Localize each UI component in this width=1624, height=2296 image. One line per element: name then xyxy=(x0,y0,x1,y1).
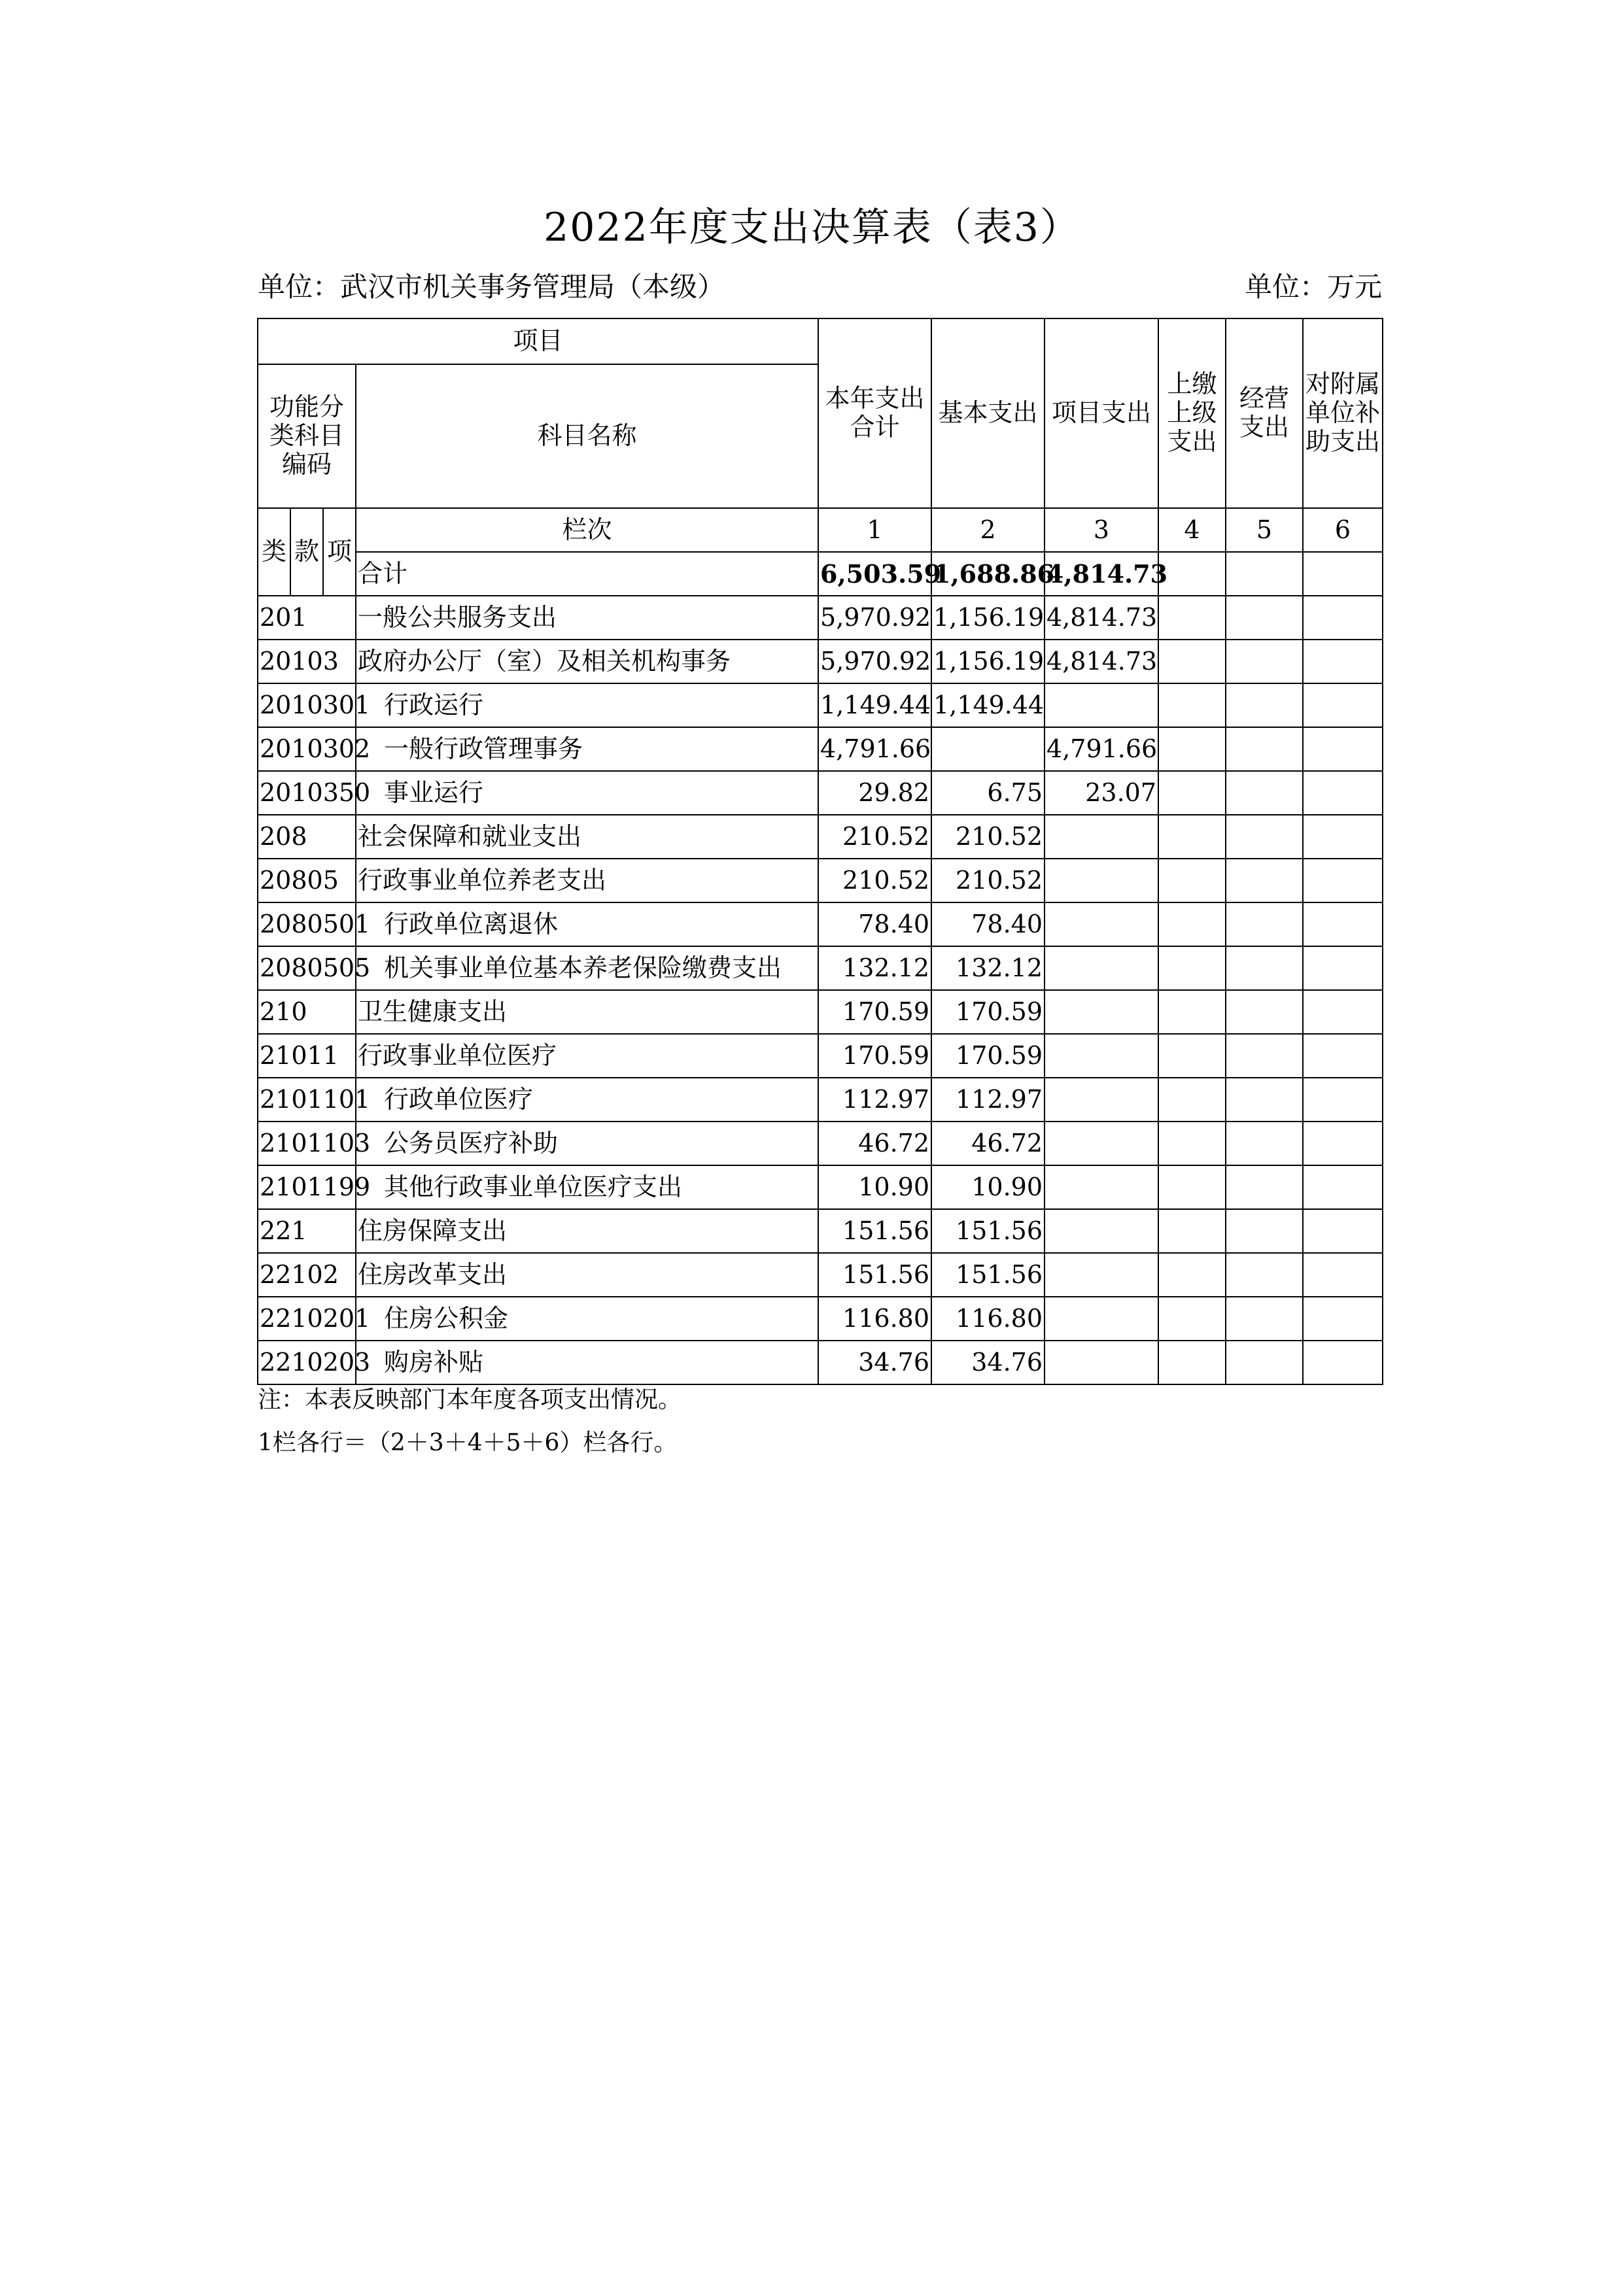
row-c5 xyxy=(1226,771,1303,815)
row-name: 政府办公厅（室）及相关机构事务 xyxy=(356,640,818,683)
row-name: 行政事业单位养老支出 xyxy=(356,859,818,902)
total-c1: 6,503.59 xyxy=(818,552,931,596)
row-name: 卫生健康支出 xyxy=(356,990,818,1034)
row-code: 2101199 xyxy=(258,1165,356,1209)
row-c2: 170.59 xyxy=(931,990,1045,1034)
row-name: 行政单位医疗 xyxy=(356,1078,818,1122)
row-c3 xyxy=(1045,1078,1158,1122)
row-c3 xyxy=(1045,1122,1158,1165)
row-c1: 170.59 xyxy=(818,990,931,1034)
row-c5 xyxy=(1226,640,1303,683)
row-name: 社会保障和就业支出 xyxy=(356,815,818,859)
row-c5 xyxy=(1226,727,1303,771)
row-c6 xyxy=(1303,1078,1383,1122)
row-c1: 5,970.92 xyxy=(818,640,931,683)
row-code: 20805 xyxy=(258,859,356,902)
header-col6: 对附属单位补助支出 xyxy=(1303,318,1383,508)
table-row xyxy=(258,1034,1383,1078)
row-c3 xyxy=(1045,946,1158,990)
row-c4 xyxy=(1158,727,1226,771)
row-c2: 112.97 xyxy=(931,1078,1045,1122)
header-subject-name: 科目名称 xyxy=(356,364,818,508)
row-c5 xyxy=(1226,683,1303,727)
header-col2: 基本支出 xyxy=(931,318,1045,508)
row-c2: 170.59 xyxy=(931,1034,1045,1078)
table-row xyxy=(258,1253,1383,1297)
table-row xyxy=(258,771,1383,815)
row-code: 201 xyxy=(258,596,356,640)
row-c6 xyxy=(1303,859,1383,902)
row-c4 xyxy=(1158,946,1226,990)
row-c3 xyxy=(1045,815,1158,859)
row-c1: 34.76 xyxy=(818,1341,931,1384)
table-row xyxy=(258,1341,1383,1384)
row-c5 xyxy=(1226,1209,1303,1253)
row-c4 xyxy=(1158,1165,1226,1209)
row-c3 xyxy=(1045,1253,1158,1297)
row-c4 xyxy=(1158,990,1226,1034)
row-c4 xyxy=(1158,1078,1226,1122)
row-c6 xyxy=(1303,1165,1383,1209)
row-c4 xyxy=(1158,596,1226,640)
row-code: 2101101 xyxy=(258,1078,356,1122)
header-lanci: 栏次 xyxy=(356,508,818,552)
row-code: 20103 xyxy=(258,640,356,683)
row-c1: 210.52 xyxy=(818,815,931,859)
header-n4: 4 xyxy=(1158,508,1226,552)
row-c1: 10.90 xyxy=(818,1165,931,1209)
row-c5 xyxy=(1226,815,1303,859)
row-c5 xyxy=(1226,859,1303,902)
header-col3: 项目支出 xyxy=(1045,318,1158,508)
table-row xyxy=(258,946,1383,990)
header-col5: 经营支出 xyxy=(1226,318,1303,508)
page-title: 2022年度支出决算表（表3） xyxy=(544,205,1080,250)
footnote-1: 注：本表反映部门本年度各项支出情况。 xyxy=(258,1386,682,1413)
total-c3: 4,814.73 xyxy=(1045,552,1158,596)
table-row xyxy=(258,1078,1383,1122)
row-c4 xyxy=(1158,902,1226,946)
table-row xyxy=(258,902,1383,946)
row-name: 机关事业单位基本养老保险缴费支出 xyxy=(356,946,818,990)
row-c3 xyxy=(1045,683,1158,727)
total-c5 xyxy=(1226,552,1303,596)
expenditure-table xyxy=(257,318,1383,1385)
row-c5 xyxy=(1226,596,1303,640)
row-c5 xyxy=(1226,902,1303,946)
row-code: 210 xyxy=(258,990,356,1034)
row-code: 2010350 xyxy=(258,771,356,815)
row-code: 2010301 xyxy=(258,683,356,727)
total-row xyxy=(258,552,1383,596)
row-c1: 116.80 xyxy=(818,1297,931,1341)
header-n5: 5 xyxy=(1226,508,1303,552)
header-row-1 xyxy=(258,318,1383,364)
header-kuan: 款 xyxy=(290,508,323,596)
row-c2: 116.80 xyxy=(931,1297,1045,1341)
row-c2: 34.76 xyxy=(931,1341,1045,1384)
row-name: 一般公共服务支出 xyxy=(356,596,818,640)
row-c3 xyxy=(1045,1209,1158,1253)
row-name: 行政事业单位医疗 xyxy=(356,1034,818,1078)
row-c2: 132.12 xyxy=(931,946,1045,990)
row-c1: 46.72 xyxy=(818,1122,931,1165)
row-code: 21011 xyxy=(258,1034,356,1078)
row-c2: 210.52 xyxy=(931,815,1045,859)
header-n6: 6 xyxy=(1303,508,1383,552)
row-c5 xyxy=(1226,1034,1303,1078)
row-c6 xyxy=(1303,815,1383,859)
table-row xyxy=(258,1297,1383,1341)
row-c6 xyxy=(1303,640,1383,683)
row-c1: 151.56 xyxy=(818,1253,931,1297)
row-c2: 151.56 xyxy=(931,1209,1045,1253)
row-code: 2101103 xyxy=(258,1122,356,1165)
row-name: 行政运行 xyxy=(356,683,818,727)
row-c3 xyxy=(1045,859,1158,902)
row-c4 xyxy=(1158,859,1226,902)
row-c6 xyxy=(1303,727,1383,771)
row-name: 公务员医疗补助 xyxy=(356,1122,818,1165)
header-xiang: 项 xyxy=(323,508,356,596)
row-name: 一般行政管理事务 xyxy=(356,727,818,771)
row-c3 xyxy=(1045,902,1158,946)
row-c6 xyxy=(1303,1253,1383,1297)
row-c1: 1,149.44 xyxy=(818,683,931,727)
row-code: 2010302 xyxy=(258,727,356,771)
row-c4 xyxy=(1158,1209,1226,1253)
row-c1: 29.82 xyxy=(818,771,931,815)
header-project: 项目 xyxy=(258,318,818,364)
row-c3: 23.07 xyxy=(1045,771,1158,815)
row-name: 行政单位离退休 xyxy=(356,902,818,946)
row-c5 xyxy=(1226,1297,1303,1341)
row-c2: 1,156.19 xyxy=(931,596,1045,640)
row-c1: 78.40 xyxy=(818,902,931,946)
table-row xyxy=(258,596,1383,640)
row-c3: 4,814.73 xyxy=(1045,640,1158,683)
row-c2: 6.75 xyxy=(931,771,1045,815)
row-c4 xyxy=(1158,1341,1226,1384)
row-name: 住房改革支出 xyxy=(356,1253,818,1297)
row-c4 xyxy=(1158,1297,1226,1341)
row-c1: 112.97 xyxy=(818,1078,931,1122)
row-name: 其他行政事业单位医疗支出 xyxy=(356,1165,818,1209)
row-c1: 4,791.66 xyxy=(818,727,931,771)
row-c5 xyxy=(1226,1122,1303,1165)
table-row xyxy=(258,859,1383,902)
row-c6 xyxy=(1303,1341,1383,1384)
header-col4: 上缴上级支出 xyxy=(1158,318,1226,508)
row-c2: 151.56 xyxy=(931,1253,1045,1297)
row-code: 208 xyxy=(258,815,356,859)
table-row xyxy=(258,1209,1383,1253)
row-c4 xyxy=(1158,771,1226,815)
row-name: 住房公积金 xyxy=(356,1297,818,1341)
row-c4 xyxy=(1158,815,1226,859)
row-c3: 4,814.73 xyxy=(1045,596,1158,640)
footnote-2: 1栏各行＝（2＋3＋4＋5＋6）栏各行。 xyxy=(258,1430,678,1456)
row-name: 事业运行 xyxy=(356,771,818,815)
total-c6 xyxy=(1303,552,1383,596)
row-c6 xyxy=(1303,1297,1383,1341)
row-c6 xyxy=(1303,771,1383,815)
row-c1: 151.56 xyxy=(818,1209,931,1253)
table-row xyxy=(258,990,1383,1034)
row-c5 xyxy=(1226,1341,1303,1384)
row-c6 xyxy=(1303,683,1383,727)
header-lei: 类 xyxy=(258,508,290,596)
table-row xyxy=(258,640,1383,683)
total-c2: 1,688.86 xyxy=(931,552,1045,596)
row-c2: 78.40 xyxy=(931,902,1045,946)
row-name: 购房补贴 xyxy=(356,1341,818,1384)
row-c1: 132.12 xyxy=(818,946,931,990)
row-c4 xyxy=(1158,1034,1226,1078)
row-code: 2080501 xyxy=(258,902,356,946)
row-c1: 5,970.92 xyxy=(818,596,931,640)
row-c6 xyxy=(1303,902,1383,946)
header-n1: 1 xyxy=(818,508,931,552)
row-c6 xyxy=(1303,596,1383,640)
unit-org-label: 单位：武汉市机关事务管理局（本级） xyxy=(258,271,725,303)
row-c3 xyxy=(1045,1165,1158,1209)
row-c6 xyxy=(1303,1122,1383,1165)
total-c4 xyxy=(1158,552,1226,596)
row-c3 xyxy=(1045,1341,1158,1384)
header-row-3 xyxy=(258,508,1383,552)
row-c6 xyxy=(1303,1034,1383,1078)
table-row xyxy=(258,815,1383,859)
total-label: 合计 xyxy=(356,552,818,596)
row-name: 住房保障支出 xyxy=(356,1209,818,1253)
row-c5 xyxy=(1226,990,1303,1034)
row-c1: 170.59 xyxy=(818,1034,931,1078)
row-c2: 210.52 xyxy=(931,859,1045,902)
unit-currency-label: 单位：万元 xyxy=(1244,271,1382,303)
row-code: 2210203 xyxy=(258,1341,356,1384)
row-c2: 1,149.44 xyxy=(931,683,1045,727)
row-c1: 210.52 xyxy=(818,859,931,902)
row-c5 xyxy=(1226,1078,1303,1122)
row-c6 xyxy=(1303,990,1383,1034)
row-c6 xyxy=(1303,1209,1383,1253)
row-c3: 4,791.66 xyxy=(1045,727,1158,771)
row-c2: 1,156.19 xyxy=(931,640,1045,683)
header-n3: 3 xyxy=(1045,508,1158,552)
row-c6 xyxy=(1303,946,1383,990)
row-c4 xyxy=(1158,640,1226,683)
row-code: 2210201 xyxy=(258,1297,356,1341)
table-row xyxy=(258,1165,1383,1209)
row-c4 xyxy=(1158,683,1226,727)
table-row xyxy=(258,1122,1383,1165)
row-c4 xyxy=(1158,1253,1226,1297)
header-col1: 本年支出合计 xyxy=(818,318,931,508)
row-c4 xyxy=(1158,1122,1226,1165)
row-code: 22102 xyxy=(258,1253,356,1297)
row-c5 xyxy=(1226,1165,1303,1209)
table-row xyxy=(258,727,1383,771)
row-c2: 46.72 xyxy=(931,1122,1045,1165)
row-c2: 10.90 xyxy=(931,1165,1045,1209)
row-c3 xyxy=(1045,990,1158,1034)
row-c5 xyxy=(1226,1253,1303,1297)
row-code: 2080505 xyxy=(258,946,356,990)
row-c3 xyxy=(1045,1034,1158,1078)
table-row xyxy=(258,683,1383,727)
row-c2 xyxy=(931,727,1045,771)
row-c3 xyxy=(1045,1297,1158,1341)
header-func-code: 功能分类科目编码 xyxy=(258,364,356,508)
row-code: 221 xyxy=(258,1209,356,1253)
header-n2: 2 xyxy=(931,508,1045,552)
row-c5 xyxy=(1226,946,1303,990)
